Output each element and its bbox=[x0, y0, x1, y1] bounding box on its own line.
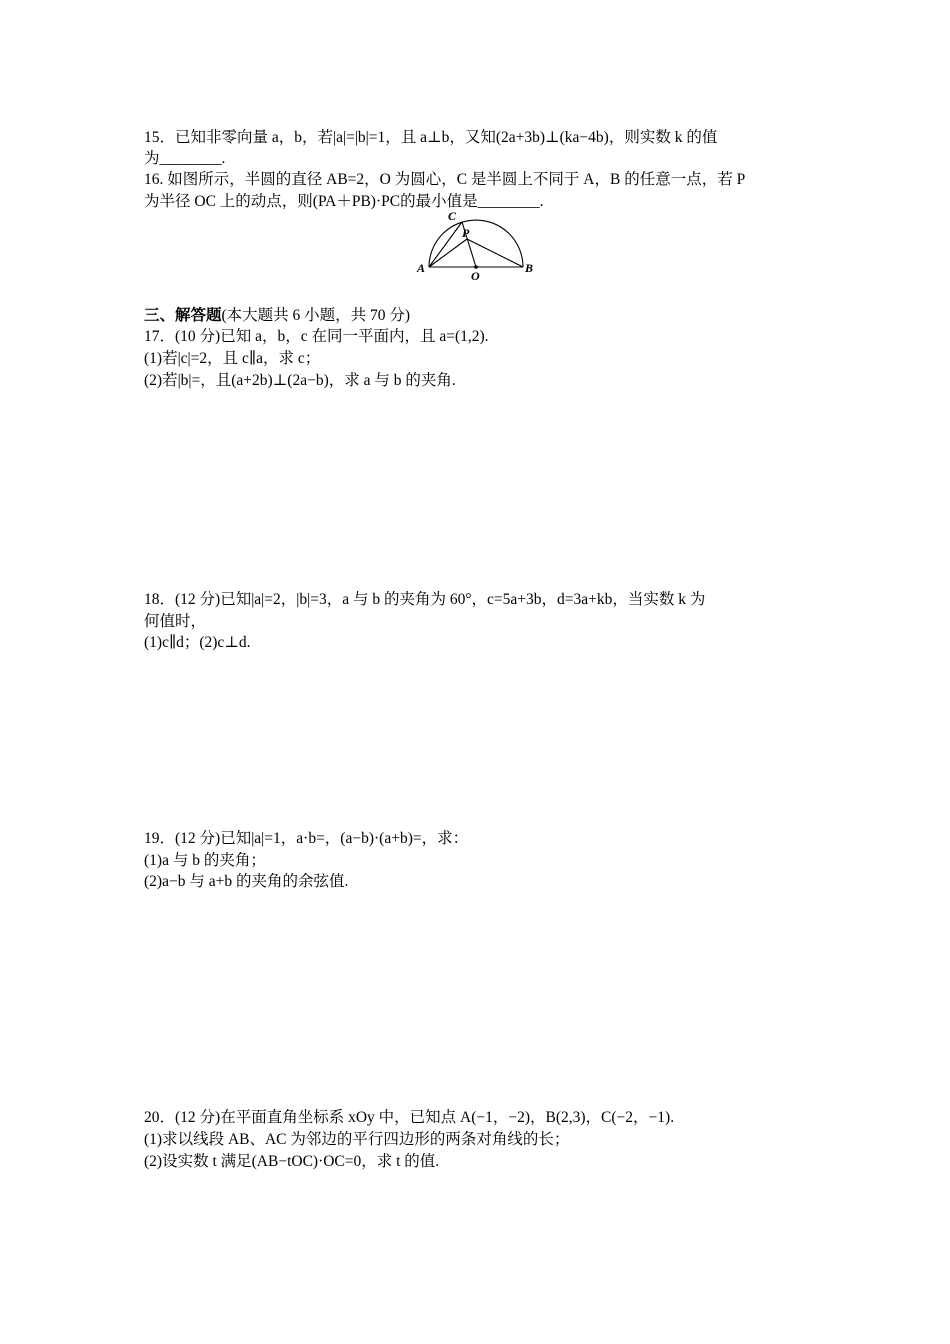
q19-line-1: 19．(12 分)已知|a|=1，a·b=，(a−b)·(a+b)=，求： bbox=[144, 830, 469, 847]
q15-line-2: 为________. bbox=[144, 150, 226, 167]
segment-pb bbox=[467, 239, 523, 267]
q17-line-1: 17．(10 分)已知 a，b，c 在同一平面内，且 a=(1,2). bbox=[144, 328, 489, 345]
q16-line-2: 为半径 OC 上的动点，则(PA＋PB)·PC的最小值是________. bbox=[144, 193, 544, 210]
label-c: C bbox=[448, 209, 457, 223]
chord-ac bbox=[429, 222, 462, 267]
q15-line-1: 15．已知非零向量 a，b，若|a|=|b|=1，且 a⊥b，又知(2a+3b)⊥(ka−4b)，则实数 k 的值 bbox=[144, 129, 718, 146]
q20-line-1: 20．(12 分)在平面直角坐标系 xOy 中，已知点 A(−1，−2)，B(2,3)，C(−2，−1). bbox=[144, 1109, 675, 1126]
q19-line-3: (2)a−b 与 a+b 的夹角的余弦值. bbox=[144, 873, 349, 890]
section-title: 三、解答题 bbox=[144, 307, 222, 324]
label-o: O bbox=[471, 269, 480, 283]
q20-line-3: (2)设实数 t 满足(AB−tOC)·OC=0，求 t 的值. bbox=[144, 1153, 440, 1170]
q18-line-3: (1)c∥d；(2)c⊥d. bbox=[144, 634, 251, 651]
label-b: B bbox=[525, 261, 534, 275]
label-a: A bbox=[417, 261, 426, 275]
label-p: P bbox=[462, 226, 470, 240]
q18-line-2: 何值时， bbox=[144, 613, 207, 630]
section-heading bbox=[144, 306, 410, 326]
q20-line-2: (1)求以线段 AB、AC 为邻边的平行四边形的两条对角线的长； bbox=[144, 1131, 570, 1148]
section-note: (本大题共 6 小题，共 70 分) bbox=[221, 307, 411, 324]
segment-pa bbox=[429, 239, 467, 267]
q17-line-3: (2)若|b|=，且(a+2b)⊥(2a−b)，求 a 与 b 的夹角. bbox=[144, 372, 456, 389]
q18-line-1: 18．(12 分)已知|a|=2，|b|=3，a 与 b 的夹角为 60°，c=5a+3b，d=3a+kb，当实数 k 为 bbox=[144, 591, 706, 608]
semicircle-figure bbox=[412, 208, 542, 283]
q17-line-2: (1)若|c|=2，且 c∥a，求 c； bbox=[144, 350, 321, 367]
q19-line-2: (1)a 与 b 的夹角； bbox=[144, 852, 266, 869]
q16-line-1: 16. 如图所示，半圆的直径 AB=2，O 为圆心，C 是半圆上不同于 A，B 的任意一点，若 P bbox=[144, 171, 746, 188]
